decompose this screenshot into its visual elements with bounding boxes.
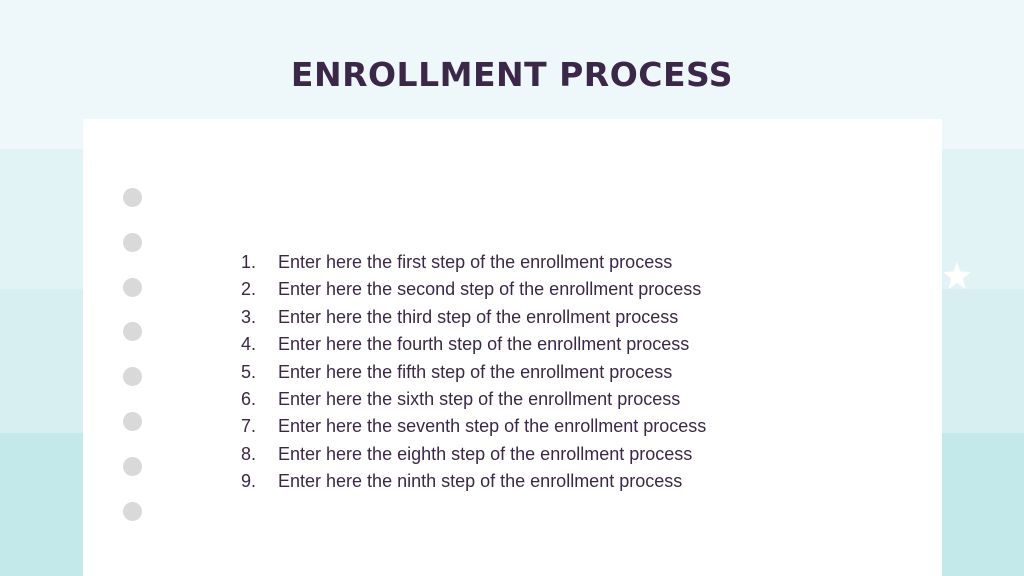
step-text: Enter here the seventh step of the enrollment process — [278, 416, 707, 437]
step-item — [241, 249, 706, 276]
binder-hole — [123, 457, 142, 476]
step-text: Enter here the first step of the enrollment process — [278, 252, 673, 272]
step-number: 8. — [241, 443, 257, 464]
step-item — [241, 413, 706, 440]
step-text: Enter here the fifth step of the enrollment process — [278, 361, 673, 382]
step-number: 5. — [241, 361, 257, 382]
step-text: Enter here the sixth step of the enrollment process — [278, 388, 681, 409]
step-number: 3. — [241, 306, 257, 327]
binder-hole — [123, 412, 142, 431]
step-item — [241, 331, 706, 358]
binder-hole — [123, 188, 142, 207]
step-number: 6. — [241, 388, 257, 409]
slide-title: ENROLLMENT PROCESS — [290, 55, 734, 94]
step-text: Enter here the eighth step of the enrollment process — [278, 443, 693, 464]
step-number: 7. — [241, 416, 257, 437]
binder-hole — [123, 278, 142, 297]
binder-hole — [123, 502, 142, 521]
step-item — [241, 468, 706, 495]
step-item — [241, 359, 706, 386]
step-item — [241, 441, 706, 468]
step-text: Enter here the third step of the enrollment process — [278, 306, 679, 327]
step-number: 9. — [241, 471, 257, 492]
step-number: 4. — [241, 334, 257, 355]
binder-hole — [123, 233, 142, 252]
binder-hole — [123, 367, 142, 386]
notebook-card — [83, 119, 942, 576]
step-text: Enter here the fourth step of the enrollment process — [278, 334, 690, 355]
step-item — [241, 386, 706, 413]
steps-list — [241, 249, 706, 496]
binder-hole — [123, 322, 142, 341]
step-item — [241, 304, 706, 331]
step-number: 1. — [241, 252, 257, 272]
step-number: 2. — [241, 279, 257, 300]
step-text: Enter here the second step of the enrollment process — [278, 279, 702, 300]
step-item — [241, 276, 706, 303]
step-text: Enter here the ninth step of the enrollment process — [278, 471, 683, 492]
star-icon — [941, 260, 973, 292]
